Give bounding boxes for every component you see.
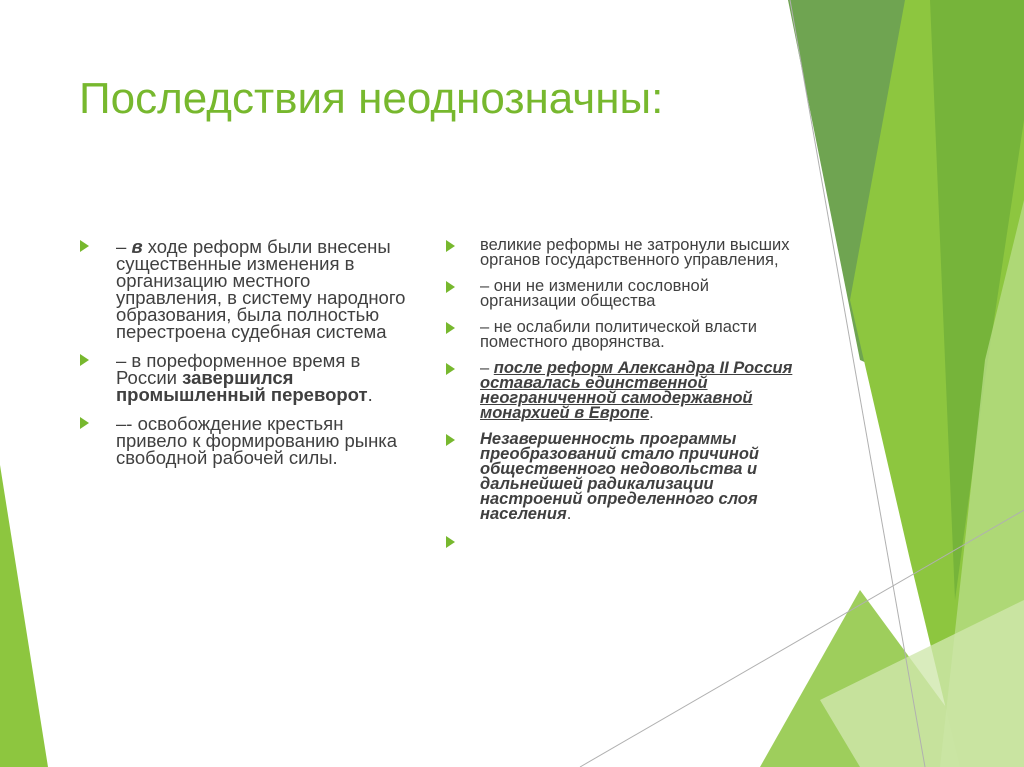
list-item bbox=[444, 361, 794, 421]
triangle-right-icon bbox=[80, 417, 89, 429]
list-item bbox=[444, 432, 794, 522]
triangle-right-icon bbox=[446, 536, 455, 548]
text-suffix: . bbox=[649, 404, 654, 422]
text-emphasis: после реформ Александра II Россия оставалась единственной неограниченной самодержавной монархией в Европе bbox=[480, 359, 793, 422]
list-item bbox=[80, 415, 410, 466]
text-emphasis: в bbox=[131, 236, 143, 257]
list-item bbox=[80, 238, 410, 340]
list-item-text bbox=[480, 359, 792, 422]
text-prefix: –- освобождение крестьян привело к формированию рынка свободной рабочей силы. bbox=[116, 413, 398, 468]
triangle-right-icon bbox=[80, 240, 89, 252]
list-item bbox=[444, 320, 794, 350]
list-item-text bbox=[480, 430, 759, 523]
triangle-right-icon bbox=[446, 434, 455, 446]
left-green-strip bbox=[0, 465, 48, 767]
text-prefix: – в пореформенное время в России bbox=[116, 350, 361, 388]
text-emphasis: Незавершенность программы преобразований стало причиной общественного недовольства и дальнейшей радикализации настроений определенного слоя населения bbox=[480, 430, 759, 523]
list-item-text bbox=[116, 236, 405, 342]
list-item-text: – они не изменили сословной организации общества bbox=[480, 277, 709, 310]
left-bullet-list bbox=[80, 238, 410, 478]
list-item-text: – не ослабили политической власти поместного дворянства. bbox=[480, 318, 757, 351]
list-item bbox=[444, 238, 794, 268]
text-suffix: . bbox=[367, 384, 373, 405]
text-prefix: – bbox=[116, 236, 132, 257]
right-bullet-list bbox=[444, 238, 794, 560]
slide-title: Последствия неоднозначны: bbox=[79, 74, 664, 123]
triangle-right-icon bbox=[446, 363, 455, 375]
triangle-right-icon bbox=[446, 322, 455, 334]
triangle-right-icon bbox=[446, 240, 455, 252]
list-item bbox=[444, 534, 794, 549]
triangle-right-icon bbox=[446, 281, 455, 293]
text-suffix: . bbox=[566, 505, 572, 523]
triangle-right-icon bbox=[80, 354, 89, 366]
text-emphasis: завершился промышленный переворот bbox=[116, 367, 368, 405]
list-item bbox=[80, 352, 410, 403]
text-suffix: ходе реформ были внесены существенные изменения в организацию местного управления, в систему народного образования, была полностью перестроена судебная система bbox=[116, 236, 406, 342]
list-item-text bbox=[116, 413, 397, 468]
text-prefix: – bbox=[480, 359, 494, 377]
list-item-text bbox=[116, 350, 373, 405]
list-item bbox=[444, 279, 794, 309]
list-item-text bbox=[480, 532, 485, 550]
list-item-text: великие реформы не затронули высших органов государственного управления, bbox=[480, 236, 790, 269]
